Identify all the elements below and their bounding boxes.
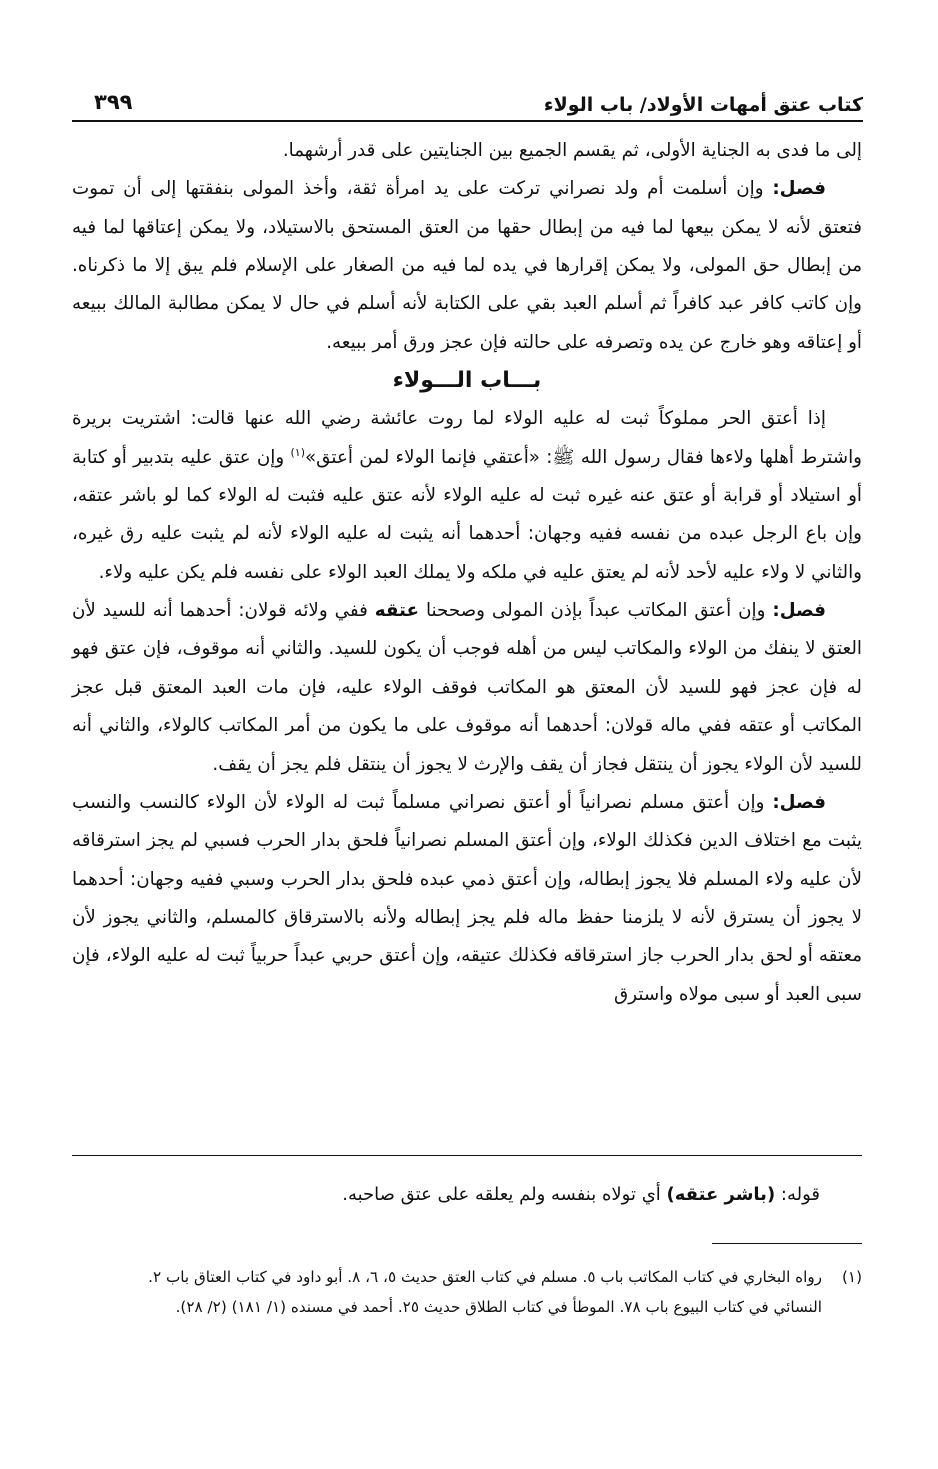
footnote-separator [712, 1243, 862, 1244]
paragraph-wala-intro [72, 400, 862, 592]
footnotes [72, 1262, 862, 1322]
paragraph-text: وإن عتق عليه بتدبير أو كتابة أو استيلاد أو قرابة أو عتق عنه غيره ثبت له عليه الولاء لأنه عتق عليه فثبت له الولاء كما لو باشر عتقه، وإن باع الرجل عبده من نفسه ففيه وجهان: أحدهما أنه يثبت له عليه الولاء لأنه لم يثبت عليه رق غيره، والثاني لا ولاء عليه لأحد لأنه لم يعتق عليه في ملكه ولا يملك العبد الولاء على نفسه فلم يكن عليه ولاء. [72, 446, 862, 583]
paragraph-text: إذا أعتق الحر مملوكاً ثبت له عليه الولاء لما روت عائشة رضي الله عنها قالت: اشتريت بريرة واشترط أهلها ولاءها فقال رسول الله ﷺ: «أعتقي فإنما الولاء لمن أعتق» [72, 408, 862, 468]
paragraph-text: ففي ولائه قولان: أحدهما أنه للسيد لأن العتق لا ينفك من الولاء والمكاتب ليس من أهله فوجب أن يكون للسيد. والثاني أنه موقوف، فإن عتق فهو له فإن عجز فهو للسيد لأن المعتق هو المكاتب فوقف الولاء عليه، فإن مات العبد المعتق قبل عجز المكاتب أو عتقه ففي ماله قولان: أحدهما أنه موقوف على ما يكون من أمر المكاتب كالولاء، والثاني أنه للسيد لأن الولاء يجوز أن ينتقل فجاز أن يقف والإرث لا يجوز أن ينتقل فلم يجز أن يقف. [72, 600, 862, 775]
footnote-item [72, 1262, 862, 1292]
main-text [72, 132, 862, 1014]
footnote-mark: (١) [841, 1268, 862, 1286]
commentary-note [72, 1178, 820, 1212]
footnote-line: رواه البخاري في كتاب المكاتب باب ٥. مسلم في كتاب العتق حديث ٥، ٦، ٨. أبو داود في كتاب العتاق باب ٢. [148, 1268, 822, 1286]
section-marker: فصل: [772, 178, 826, 200]
paragraph-text: وإن أسلمت أم ولد نصراني تركت على يد امرأة ثقة، وأخذ المولى بنفقتها إلى أن تموت فتعتق لأنه لا يمكن بيعها لما فيه من إبطال حقها من العتق المستحق بالاستيلاد، ولا يمكن إعتاقها لما فيه من إبطال حق المولى، ولا يمكن إقرارها في يده لما فيه من الصغار على الإسلام فلم يبق إلا ما ذكرناه. وإن كاتب كافر عبد كافراً ثم أسلم العبد بقي على الكتابة لأنه أسلم في حال لا يمكن مطالبة المالك ببيعه أو إعتاقه وهو خارج عن يده وتصرفه على حالته فإن عجز ورق أمر ببيعه. [72, 178, 862, 353]
chapter-heading: بـــاب الـــولاء [392, 368, 542, 394]
commentary-term: (باشر عتقه) [666, 1184, 776, 1205]
section-marker: فصل: [772, 791, 826, 813]
paragraph-continuation [72, 132, 862, 170]
running-title: كتاب عتق أمهات الأولاد/ باب الولاء [543, 94, 863, 116]
paragraph-text: وإن أعتق المكاتب عبداً بإذن المولى وصححنا [419, 600, 773, 622]
paragraph-text: وإن أعتق مسلم نصرانياً أو أعتق نصراني مسلماً ثبت له الولاء لأن الولاء كالنسب والنسب يثبت مع اختلاف الدين فكذلك الولاء، وإن أعتق المسلم نصرانياً فلحق بدار الحرب فسبي لم يجز استرقاقه لأن عليه ولاء المسلم فلا يجوز إبطاله، وإن أعتق ذمي عبده فلحق بدار الحرب وسبي ففيه وجهان: أحدهما لا يجوز أن يسترق لأنه لا يلزمنا حفظ ماله فلم يجز إبطاله ولأنه بالاسترقاق كالمسلم، والثاني يجوز لأن معتقه أو لحق بدار الحرب جاز استرقاقه فكذلك عتيقه، وإن أعتق حربي عبداً حربياً ثبت له عليه الولاء، فإن سبى العبد أو سبى مولاه واسترق [72, 791, 862, 1005]
paragraph-fasl-umm-walad [72, 170, 862, 362]
footnote-line: النسائي في كتاب البيوع باب ٧٨. الموطأ في كتاب الطلاق حديث ٢٥. أحمد في مسنده (١/ ١٨١) (٢/ ٢٨). [175, 1298, 822, 1316]
commentary-text: أي تولاه بنفسه ولم يعلقه على عتق صاحبه. [342, 1184, 667, 1205]
commentary-lead: قوله: [775, 1184, 820, 1205]
commentary-separator [72, 1155, 862, 1156]
paragraph-fasl-mukatab [72, 592, 862, 784]
running-header [72, 82, 863, 122]
page-number: ٣٩٩ [94, 90, 133, 114]
paragraph-fasl-religion [72, 784, 862, 1014]
bold-term: عتقه [374, 600, 419, 622]
paragraph-text: إلى ما فدى به الجناية الأولى، ثم يقسم الجميع بين الجنايتين على قدر أرشهما. [282, 140, 862, 161]
section-marker: فصل: [772, 600, 827, 622]
footnote-reference: (١) [290, 445, 305, 459]
